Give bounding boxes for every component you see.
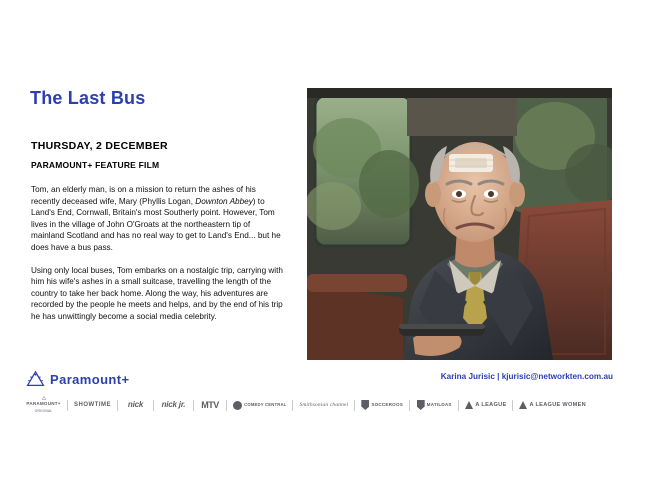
synopsis-paragraph-1: Tom, an elderly man, is on a mission to return the ashes of his recently deceased wife, Mary (Phyllis Logan, Downton Abbey) to Land's End, Cornwall, Britain's most Southerly point. However, Tom lives in the village of John O'Groats at the northeastern tip of mainland Scotland and has no real way to get to Land's End... but he does have a bus pass. (31, 185, 281, 252)
brand-divider (512, 400, 513, 411)
brand-comedy-central (233, 396, 286, 414)
page-title: The Last Bus (30, 88, 146, 108)
a-league-women-icon (519, 401, 527, 409)
brand-label-matildas: MATILDAS (426, 402, 452, 407)
brand-divider (292, 400, 293, 411)
brand-smithsonian-channel (299, 396, 348, 414)
brand-divider (409, 400, 410, 411)
brand-paramount-plus (26, 396, 61, 414)
brand-label-a-league-women: A LEAGUE WOMEN (529, 402, 586, 408)
brand-divider (67, 400, 68, 411)
brand-label-nick-jr: nick jr. (161, 400, 186, 409)
brand-divider (354, 400, 355, 411)
brand-label-a-league: A LEAGUE (475, 402, 507, 408)
channel-label: PARAMOUNT+ FEATURE FILM (31, 160, 160, 170)
comedy-central-icon (233, 401, 242, 410)
paramount-plus-logo (26, 371, 130, 387)
brand-label-showtime: SHOWTIME (74, 402, 112, 408)
contact-line[interactable]: Karina Jurisic | kjurisic@networkten.com.au (440, 372, 613, 381)
air-date: THURSDAY, 2 DECEMBER (31, 140, 168, 152)
brand-label-paramount-plus: PARAMOUNT+ (26, 401, 61, 406)
description-column (31, 140, 283, 334)
brand-label-smithsonian-channel: Smithsonian channel (299, 402, 349, 408)
film-still-image (307, 88, 612, 360)
brand-socceroos (361, 396, 403, 414)
paramount-plus-wordmark: Paramount+ (50, 371, 130, 387)
matildas-crest-icon (417, 400, 425, 410)
brand-a-league (465, 396, 506, 414)
brand-nick-jr (160, 396, 187, 414)
brand-nickelodeon (124, 396, 147, 414)
socceroos-crest-icon (361, 400, 369, 410)
brand-mtv (200, 396, 220, 414)
brand-strip (26, 396, 586, 414)
brand-divider (458, 400, 459, 411)
brand-label-mtv: MTV (201, 400, 219, 410)
brand-matildas (416, 396, 452, 414)
paramount-mountain-icon (26, 371, 45, 387)
a-league-icon (465, 401, 473, 409)
brand-label-nickelodeon: nick (127, 400, 144, 409)
synopsis-paragraph-2: Using only local buses, Tom embarks on a nostalgic trip, carrying with him his wife's ashes in a small suitcase, travelling the length of the country to take her back home. Along the way, his adventures are recorded by the people he meets and helps, and by the end of his trip he has unwittingly become a social media celebrity. (31, 265, 283, 321)
brand-sub-paramount-plus: ORIGINAL (34, 409, 53, 413)
brand-label-comedy-central: COMEDY CENTRAL (244, 402, 287, 407)
brand-a-league-women (519, 396, 586, 414)
brand-divider (226, 400, 227, 411)
film-still-illustration (307, 88, 612, 360)
brand-label-socceroos: SOCCEROOS (371, 402, 403, 407)
brand-divider (117, 400, 118, 411)
brand-divider (153, 400, 154, 411)
brand-divider (193, 400, 194, 411)
paramount-mountain-icon-small (40, 396, 48, 400)
brand-showtime (74, 396, 111, 414)
